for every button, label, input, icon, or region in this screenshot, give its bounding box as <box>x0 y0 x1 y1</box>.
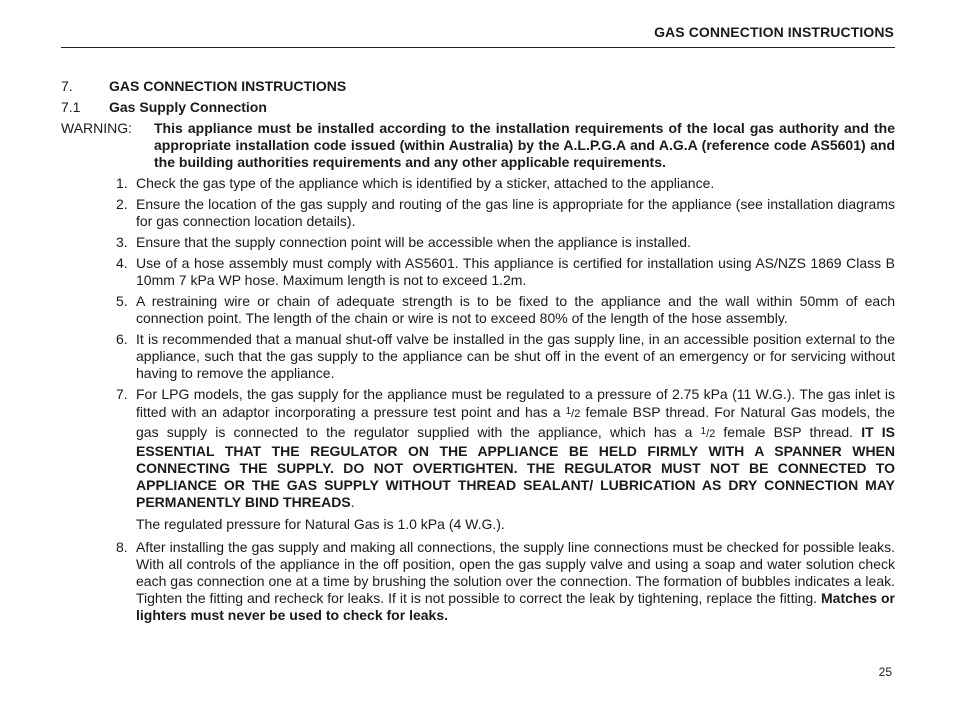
header-rule <box>61 47 895 48</box>
list-item <box>61 196 895 230</box>
step-text: Check the gas type of the appliance which is identified by a sticker, attached to the appliance. <box>136 175 715 191</box>
document-body <box>61 78 895 628</box>
warning-text: This appliance must be installed according to the installation requirements of the local gas authority and the appropriate installation code issued (within Australia) by the A.L.P.G.A and A.G.A (reference code AS5601) and the building authorities requirements and any other applicable requirements. <box>154 120 895 170</box>
step-text: It is recommended that a manual shut-off valve be installed in the gas supply line, in an accessible position external to the appliance, such that the gas supply to the appliance can be shut off in the event of an emergency or for servicing without having to remove the appliance. <box>136 331 895 381</box>
list-item <box>61 293 895 327</box>
step-number: 5. <box>116 293 128 309</box>
warning-label: WARNING: <box>61 120 133 136</box>
step-text: For LPG models, the gas supply for the appliance must be regulated to a pressure of 2.75 kPa (11 W.G.). The gas inlet is fitted with an adaptor incorporating a pressure test point and has a $^1$/2 female BSP thread. For Natural Gas models, the gas supply is connected to the regulator supplied with the appliance, which has a $^1$/2 female BSP thread. IT IS ESSENTIAL THAT THE REGULATOR ON THE APPLIANCE BE HELD FIRMLY WITH A SPANNER WHEN CONNECTING THE SUPPLY. DO NOT OVERTIGHTEN. THE REGULATOR MUST NOT BE CONNECTED TO APPLIANCE OR THE GAS SUPPLY WITHOUT THREAD SEALANT/ LUBRICATION AS DRY CONNECTION MAY PERMANENTLY BIND THREADS. <box>136 386 895 510</box>
page-number: 25 <box>878 665 892 679</box>
list-item <box>61 175 895 192</box>
fraction-half: $^1$/2 <box>565 406 581 420</box>
list-item <box>61 386 895 511</box>
steps-list <box>61 175 895 511</box>
step-number: 3. <box>116 234 128 250</box>
subsection-heading <box>61 99 895 116</box>
list-item <box>61 331 895 382</box>
step-number: 6. <box>116 331 128 347</box>
step-number: 2. <box>116 196 128 212</box>
leak-check-warning: Matches or lighters must never be used to check for leaks. <box>136 590 895 623</box>
step-number: 4. <box>116 255 128 271</box>
step-number: 7. <box>116 386 128 402</box>
step-number: 8. <box>116 539 128 555</box>
step-text: Ensure that the supply connection point will be accessible when the appliance is installed. <box>136 234 691 250</box>
list-item <box>61 255 895 289</box>
list-item <box>61 234 895 251</box>
section-number: 7. <box>61 78 73 94</box>
warning-block <box>61 120 895 171</box>
natural-gas-pressure-note: The regulated pressure for Natural Gas is 1.0 kPa (4 W.G.). <box>136 516 505 532</box>
section-heading <box>61 78 895 95</box>
subsection-title: Gas Supply Connection <box>109 99 267 115</box>
section-title: GAS CONNECTION INSTRUCTIONS <box>109 78 347 94</box>
regulator-warning: IT IS ESSENTIAL THAT THE REGULATOR ON THE APPLIANCE BE HELD FIRMLY WITH A SPANNER WHEN CONNECTING THE SUPPLY. DO NOT OVERTIGHTEN. THE REGULATOR MUST NOT BE CONNECTED TO APPLIANCE OR THE GAS SUPPLY WITHOUT THREAD SEALANT/ LUBRICATION AS DRY CONNECTION MAY PERMANENTLY BIND THREADS <box>136 424 895 510</box>
fraction-half: $^1$/2 <box>700 426 716 440</box>
running-header: GAS CONNECTION INSTRUCTIONS <box>654 24 894 40</box>
step-number: 1. <box>116 175 128 191</box>
step-text: After installing the gas supply and making all connections, the supply line connections must be checked for possible leaks. With all controls of the appliance in the off position, open the gas supply valve and using a soap and water solution check each gas connection one at a time by brushing the solution over the connection. The formation of bubbles indicates a leak. Tighten the fitting and recheck for leaks. If it is not possible to correct the leak by tightening, replace the fitting. Matches or lighters must never be used to check for leaks. <box>136 539 895 623</box>
subsection-number: 7.1 <box>61 99 81 115</box>
step-text: A restraining wire or chain of adequate strength is to be fixed to the appliance and the wall within 50mm of each connection point. The length of the chain or wire is not to exceed 80% of the length of the hose assembly. <box>136 293 895 326</box>
steps-list-continued <box>61 539 895 624</box>
step-text: Ensure the location of the gas supply and routing of the gas line is appropriate for the appliance (see installation diagrams for gas connection location details). <box>136 196 895 229</box>
step-text: Use of a hose assembly must comply with AS5601. This appliance is certified for installation using AS/NZS 1869 Class B 10mm 7 kPa WP hose. Maximum length is not to exceed 1.2m. <box>136 255 895 288</box>
list-item <box>61 539 895 624</box>
